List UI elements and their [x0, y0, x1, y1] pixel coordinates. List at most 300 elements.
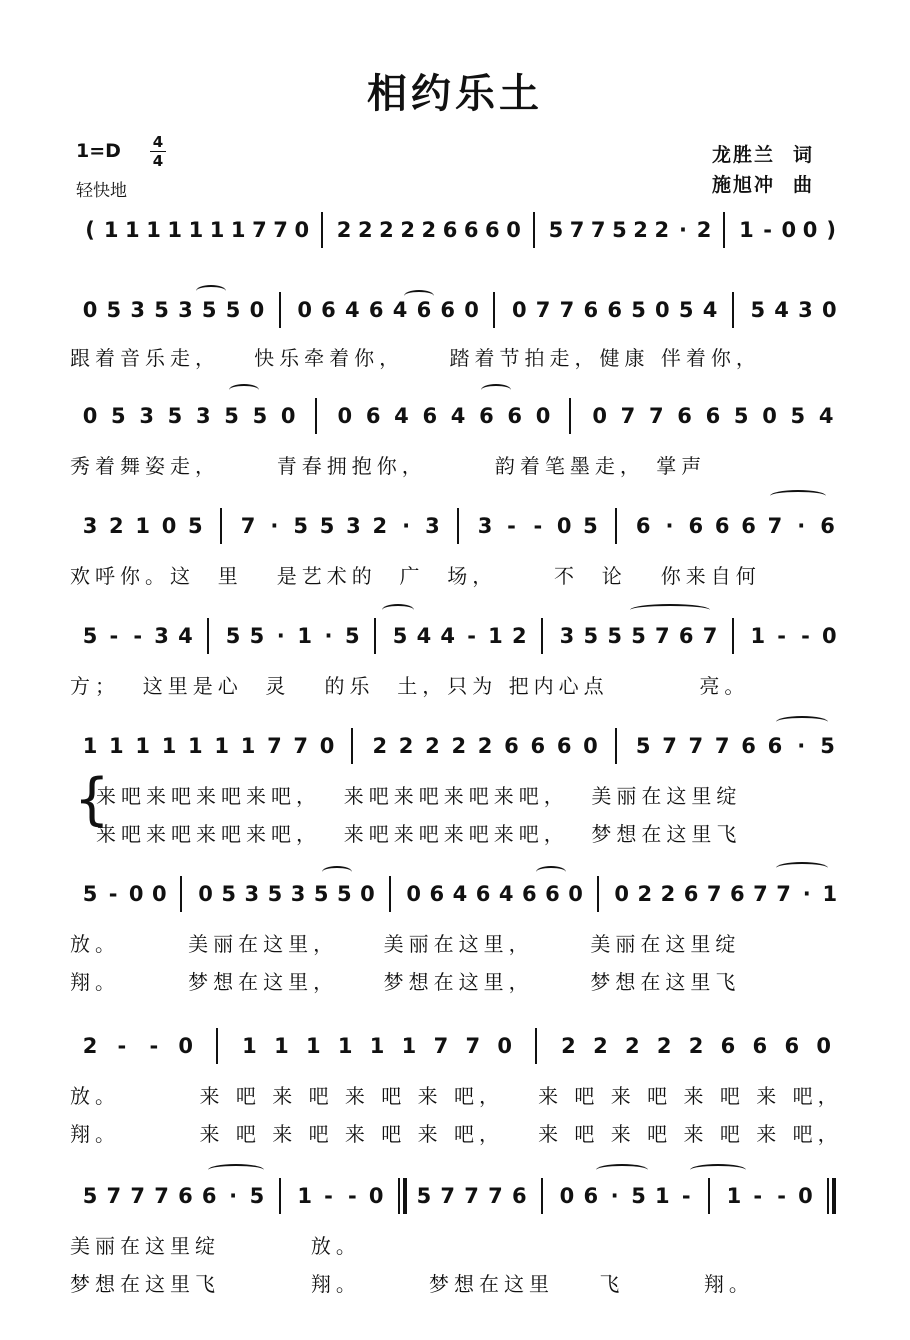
note: 2	[421, 218, 437, 242]
slur-arc	[481, 384, 511, 396]
note: 5	[612, 218, 627, 242]
note: 6	[368, 298, 384, 322]
note: ·	[402, 514, 411, 538]
lyric-line: 秀着舞姿走， 青春拥抱你， 韵着笔墨走， 掌声	[70, 454, 707, 478]
note: 6	[583, 1184, 599, 1208]
note: 6	[714, 514, 730, 538]
lyric-line: 来吧来吧来吧来吧， 来吧来吧来吧来吧， 梦想在这里飞	[96, 822, 742, 846]
note: 6	[479, 404, 494, 428]
note: 0	[568, 882, 583, 906]
note: 7	[714, 734, 730, 758]
lyric-line: 放。 来 吧 来 吧 来 吧 来 吧， 来 吧 来 吧 来 吧 来 吧，	[70, 1084, 843, 1108]
note: 6	[705, 404, 721, 428]
note: 2	[379, 218, 394, 242]
lyric-line: 美丽在这里绽 放。	[70, 1234, 361, 1258]
note: 2	[593, 1034, 608, 1058]
note: 1	[726, 1184, 742, 1208]
song-title: 相约乐土	[367, 71, 543, 117]
note: 1	[209, 218, 225, 242]
note: 7	[252, 218, 267, 242]
note: 6	[485, 218, 500, 242]
note: 5	[631, 298, 646, 322]
barline	[493, 292, 495, 328]
note: 5	[82, 882, 98, 906]
note: 5	[548, 218, 564, 242]
note: 3	[178, 298, 193, 322]
note: 2	[660, 882, 676, 906]
note: 5	[416, 1184, 432, 1208]
barline	[615, 728, 617, 764]
note: 5	[790, 404, 806, 428]
note: 2	[336, 218, 352, 242]
note: 1	[109, 734, 124, 758]
verse-brace: {	[74, 767, 110, 832]
note: 5	[607, 624, 622, 648]
note: 1	[135, 734, 150, 758]
note: 1	[739, 218, 754, 242]
note: 7	[569, 218, 585, 242]
note: 6	[201, 1184, 217, 1208]
note: 2	[372, 734, 388, 758]
lyric-line: 方； 这里是心 灵 的乐 土，只为 把内心点 亮。	[70, 674, 750, 698]
note: 6	[545, 882, 560, 906]
note: 1	[240, 734, 256, 758]
barline	[708, 1178, 710, 1214]
note: 1	[161, 734, 177, 758]
barline	[315, 398, 317, 434]
slur-arc	[770, 490, 826, 502]
note: 6	[688, 514, 704, 538]
note: 2	[688, 1034, 704, 1058]
key-signature: 1=D	[76, 140, 121, 162]
note: 2	[451, 734, 467, 758]
note: 5	[188, 514, 203, 538]
note: 5	[583, 624, 599, 648]
note: 0	[249, 298, 265, 322]
note: 3	[195, 404, 211, 428]
note: 6	[678, 624, 694, 648]
note: 2	[82, 1034, 98, 1058]
note: 0	[506, 218, 521, 242]
slur-arc	[404, 290, 434, 302]
slur-arc	[322, 866, 352, 878]
note: 6	[784, 1034, 800, 1058]
note: 5	[319, 514, 335, 538]
note: 7	[706, 882, 722, 906]
barline	[374, 618, 376, 654]
note: 1	[488, 624, 503, 648]
note: 3	[154, 624, 169, 648]
note: 0	[655, 298, 670, 322]
barline	[180, 876, 182, 912]
note: 6	[504, 734, 519, 758]
note: 6	[521, 882, 537, 906]
note: 5	[631, 624, 646, 648]
note: 2	[696, 218, 712, 242]
note: 6	[556, 734, 572, 758]
note: 1	[125, 218, 140, 242]
note: 1	[146, 218, 161, 242]
note: 7	[464, 1184, 479, 1208]
note: 0	[802, 218, 818, 242]
note: 2	[400, 218, 415, 242]
note: 4	[774, 298, 789, 322]
note: 1	[401, 1034, 417, 1058]
note: 5	[820, 734, 835, 758]
lyricist-name: 龙胜兰	[712, 144, 776, 166]
barline	[216, 1028, 218, 1064]
slur-arc	[690, 1164, 746, 1176]
note: 4	[450, 404, 466, 428]
note: 4	[345, 298, 360, 322]
note: 3	[290, 882, 306, 906]
note: 1	[655, 1184, 670, 1208]
note: 5	[224, 404, 239, 428]
note: ·	[797, 514, 806, 538]
barline	[732, 292, 734, 328]
note: 0	[280, 404, 296, 428]
note: 6	[635, 514, 651, 538]
note: ·	[802, 882, 811, 906]
note: 2	[633, 218, 648, 242]
note: 7	[702, 624, 718, 648]
note: 2	[477, 734, 493, 758]
note: 7	[154, 1184, 169, 1208]
note: 5	[293, 514, 309, 538]
note: -	[777, 1184, 786, 1208]
note: 4	[178, 624, 193, 648]
note: 5	[82, 624, 98, 648]
barline	[541, 1178, 543, 1214]
note: 0	[592, 404, 607, 428]
meter-bottom: 4	[152, 152, 164, 170]
note: 1	[337, 1034, 353, 1058]
note: 5	[678, 298, 694, 322]
barline	[827, 1178, 829, 1214]
note: 2	[624, 1034, 640, 1058]
note: 0	[152, 882, 167, 906]
note: 0	[559, 1184, 575, 1208]
note: 0	[128, 882, 144, 906]
note: 5	[106, 298, 122, 322]
note: ·	[610, 1184, 619, 1208]
lyric-line: 放。 美丽在这里， 美丽在这里， 美丽在这里绽	[70, 932, 741, 956]
note: 1	[103, 218, 119, 242]
note: 6	[365, 404, 381, 428]
barline	[279, 1178, 281, 1214]
note: 6	[511, 1184, 527, 1208]
note: 2	[561, 1034, 576, 1058]
note: 0	[406, 882, 421, 906]
note: 7	[648, 404, 664, 428]
note: 7	[767, 514, 783, 538]
note: 5	[631, 1184, 646, 1208]
note: 1	[305, 1034, 321, 1058]
note: 3	[139, 404, 154, 428]
lyric-line: 翔。 梦想在这里， 梦想在这里， 梦想在这里飞	[70, 970, 741, 994]
note: 1	[135, 514, 150, 538]
note: 3	[798, 298, 813, 322]
composer-name: 施旭冲	[712, 174, 776, 196]
note: 3	[477, 514, 493, 538]
note: 6	[530, 734, 546, 758]
note: 1	[274, 1034, 289, 1058]
note: ·	[276, 624, 285, 648]
barline	[220, 508, 222, 544]
note: 5	[733, 404, 749, 428]
slur-arc	[536, 866, 566, 878]
note: 7	[440, 1184, 456, 1208]
note: 6	[607, 298, 622, 322]
note: -	[801, 624, 810, 648]
note: 4	[416, 624, 432, 648]
note: 1	[188, 734, 203, 758]
note: 7	[488, 1184, 503, 1208]
note: 0	[294, 218, 310, 242]
note: 0	[319, 734, 335, 758]
note: -	[324, 1184, 333, 1208]
note: 3	[346, 514, 361, 538]
note: 6	[741, 514, 756, 538]
barline	[207, 618, 209, 654]
note: -	[763, 218, 772, 242]
barline	[723, 212, 725, 248]
note: 1	[167, 218, 183, 242]
lyric-line: 欢呼你。这 里 是艺术的 广 场， 不 论 你来自何	[70, 564, 761, 588]
barline	[533, 212, 535, 248]
slur-arc	[596, 1164, 648, 1176]
note: 6	[442, 218, 458, 242]
note: 5	[154, 298, 169, 322]
note: -	[467, 624, 476, 648]
barline	[535, 1028, 537, 1064]
note: 2	[398, 734, 414, 758]
note: 5	[225, 298, 241, 322]
note: ·	[324, 624, 333, 648]
note: 2	[425, 734, 440, 758]
note: 1	[82, 734, 98, 758]
tempo-marking: 轻快地	[76, 181, 127, 201]
note: 6	[752, 1034, 768, 1058]
note: 0	[178, 1034, 193, 1058]
note: -	[681, 1184, 691, 1208]
note: ·	[665, 514, 674, 538]
note: 1	[822, 882, 838, 906]
barline	[541, 618, 543, 654]
note: 5	[252, 404, 268, 428]
note: 0	[821, 298, 837, 322]
barline	[389, 876, 391, 912]
note: 1	[297, 1184, 312, 1208]
note: 3	[244, 882, 260, 906]
barline	[457, 508, 459, 544]
note: 0	[762, 404, 777, 428]
slur-arc	[630, 604, 710, 616]
note: 0	[360, 882, 375, 906]
barline	[279, 292, 281, 328]
note: 6	[820, 514, 835, 538]
note: 6	[440, 298, 456, 322]
note: 6	[422, 404, 438, 428]
note: 0	[198, 882, 213, 906]
note: 7	[273, 218, 288, 242]
note: 7	[267, 734, 282, 758]
note: ·	[797, 734, 806, 758]
barline	[321, 212, 323, 248]
lyric-line: 跟着音乐走， 快乐牵着你， 踏着节拍走，健康 伴着你，	[70, 346, 761, 370]
lyricist-role: 词	[793, 144, 815, 166]
note: 0	[556, 514, 572, 538]
note: 6	[720, 1034, 736, 1058]
note: 5	[225, 624, 241, 648]
note: 2	[372, 514, 388, 538]
note: -	[117, 1034, 127, 1058]
note: -	[109, 624, 119, 648]
note: 1	[242, 1034, 257, 1058]
barline	[597, 876, 599, 912]
barline	[569, 398, 571, 434]
note: 7	[655, 624, 670, 648]
note: 3	[559, 624, 575, 648]
note: 7	[662, 734, 677, 758]
note: 6	[683, 882, 699, 906]
note: ·	[229, 1184, 238, 1208]
note: 7	[130, 1184, 145, 1208]
note: -	[108, 882, 118, 906]
note: 3	[425, 514, 440, 538]
note: 7	[240, 514, 256, 538]
note: 0	[497, 1034, 512, 1058]
note: 5	[221, 882, 237, 906]
note: 6	[741, 734, 756, 758]
note: -	[777, 624, 786, 648]
note: 5	[583, 514, 598, 538]
note: 4	[394, 404, 409, 428]
note: 0	[583, 734, 598, 758]
note: 0	[368, 1184, 384, 1208]
note: 6	[583, 298, 599, 322]
note: 0	[297, 298, 312, 322]
note: 4	[498, 882, 514, 906]
note: -	[753, 1184, 763, 1208]
note: 6	[429, 882, 445, 906]
note: 7	[753, 882, 768, 906]
note: 4	[452, 882, 468, 906]
note: 5	[345, 624, 360, 648]
note: 0	[511, 298, 527, 322]
slur-arc	[776, 862, 828, 874]
slur-arc	[208, 1164, 264, 1176]
note: -	[533, 514, 543, 538]
note: -	[347, 1184, 357, 1208]
note: 2	[637, 882, 653, 906]
note: 2	[109, 514, 124, 538]
barline-double	[832, 1178, 836, 1214]
note: 3	[82, 514, 98, 538]
barline	[732, 618, 734, 654]
note: 6	[507, 404, 523, 428]
note: 0	[816, 1034, 831, 1058]
note: 0	[798, 1184, 813, 1208]
slur-arc	[196, 285, 226, 297]
note: 5	[82, 1184, 98, 1208]
note: 2	[511, 624, 527, 648]
note: 4	[702, 298, 718, 322]
meter-top: 4	[152, 133, 164, 151]
note: 6	[730, 882, 745, 906]
note: 5	[111, 404, 126, 428]
note: 3	[130, 298, 145, 322]
note: 2	[357, 218, 373, 242]
note: 0	[464, 298, 479, 322]
note: 1	[188, 218, 204, 242]
note: 7	[688, 734, 704, 758]
note: 5	[201, 298, 217, 322]
note: -	[507, 514, 516, 538]
note: 6	[767, 734, 783, 758]
note: -	[133, 624, 143, 648]
note: 0	[614, 882, 630, 906]
note: 4	[392, 298, 408, 322]
slur-arc	[776, 716, 828, 728]
note: 1	[297, 624, 312, 648]
composer-role: 曲	[793, 174, 815, 196]
note: 7	[776, 882, 791, 906]
note: 5	[750, 298, 766, 322]
barline	[351, 728, 353, 764]
note: ·	[270, 514, 279, 538]
note: 7	[293, 734, 309, 758]
barline	[398, 1178, 400, 1214]
note: 1	[750, 624, 766, 648]
note: 5	[249, 1184, 265, 1208]
note: 2	[654, 218, 670, 242]
note: 7	[620, 404, 636, 428]
note: 6	[321, 298, 336, 322]
note: 5	[392, 624, 408, 648]
barline-double	[403, 1178, 407, 1214]
barline	[615, 508, 617, 544]
slur-arc	[229, 384, 259, 396]
note: 7	[559, 298, 575, 322]
note: 0	[161, 514, 177, 538]
note: 6	[416, 298, 432, 322]
lyric-line: 来吧来吧来吧来吧， 来吧来吧来吧来吧， 美丽在这里绽	[96, 784, 742, 808]
note: 5	[336, 882, 352, 906]
note: 7	[590, 218, 606, 242]
lyric-line: 翔。 来 吧 来 吧 来 吧 来 吧， 来 吧 来 吧 来 吧 来 吧，	[70, 1122, 843, 1146]
note: 6	[475, 882, 491, 906]
note: ·	[678, 218, 687, 242]
note: 5	[313, 882, 329, 906]
note: 0	[821, 624, 837, 648]
note: -	[149, 1034, 159, 1058]
note: 2	[656, 1034, 672, 1058]
note: 6	[677, 404, 692, 428]
slur-arc	[382, 604, 414, 616]
note: 7	[535, 298, 551, 322]
note: 4	[440, 624, 456, 648]
note: 6	[178, 1184, 193, 1208]
note: 5	[267, 882, 283, 906]
note: 5	[167, 404, 183, 428]
note: 4	[818, 404, 834, 428]
note: 7	[106, 1184, 122, 1208]
lyric-line: 梦想在这里飞 翔。 梦想在这里 飞 翔。	[70, 1272, 754, 1296]
note: 0	[781, 218, 797, 242]
note: 5	[249, 624, 265, 648]
note: 0	[82, 298, 98, 322]
